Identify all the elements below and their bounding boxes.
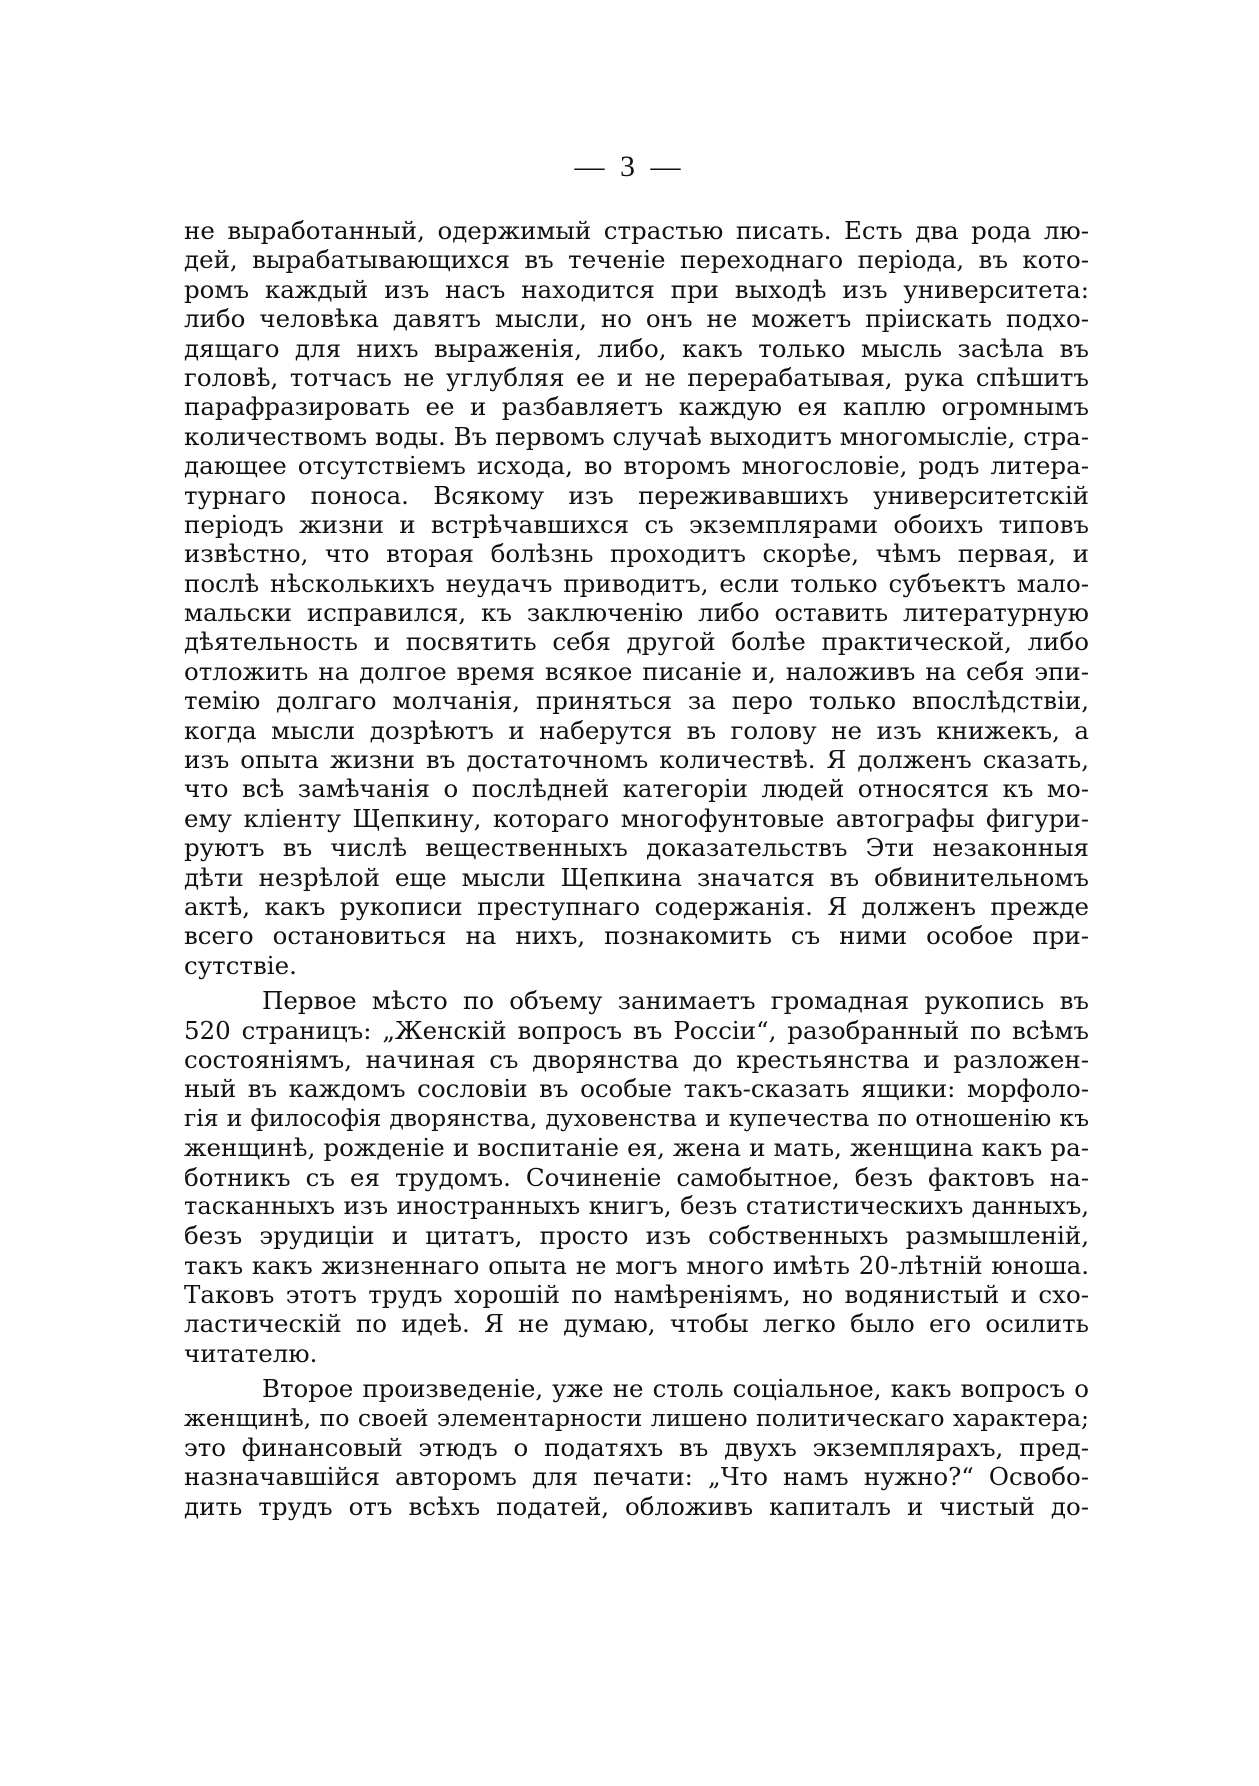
- text-line: ромъ каждый изъ насъ находится при выходѣ изъ университета:: [184, 274, 1089, 304]
- text-line: гія и философія дворянства, духовенства и купечества по отношенію къ: [184, 1103, 1089, 1132]
- text-line: не выработанный, одержимый страстью писать. Есть два рода лю-: [184, 216, 1089, 245]
- text-line: руютъ въ числѣ вещественныхъ доказательствъ Эти незаконныя: [184, 833, 1089, 863]
- text-line: темію долгаго молчанія, приняться за перо только впослѣдствіи,: [184, 686, 1089, 716]
- text-line: ботникъ съ ея трудомъ. Сочиненіе самобытное, безъ фактовъ на-: [184, 1162, 1089, 1192]
- text-line: безъ эрудиціи и цитатъ, просто изъ собственныхъ размышленій,: [184, 1221, 1089, 1251]
- text-line: читателю.: [184, 1338, 318, 1368]
- text-line: изъ опыта жизни въ достаточномъ количествѣ. Я долженъ сказать,: [184, 745, 1089, 775]
- text-line: ный въ каждомъ сословіи въ особые такъ-сказать ящики: морфоло-: [184, 1074, 1089, 1104]
- text-line: турнаго поноса. Всякому изъ переживавшихъ университетскій: [184, 480, 1089, 510]
- text-line: извѣстно, что вторая болѣзнь проходитъ скорѣе, чѣмъ первая, и: [184, 539, 1089, 569]
- text-line: ему кліенту Щепкину, котораго многофунтовые автографы фигури-: [184, 803, 1089, 833]
- text-line: либо человѣка давятъ мысли, но онъ не можетъ пріискать подхо-: [184, 304, 1089, 334]
- text-line: такъ какъ жизненнаго опыта не могъ много имѣть 20-лѣтній юноша.: [184, 1250, 1089, 1280]
- text-line: парафразировать ее и разбавляетъ каждую ея каплю огромнымъ: [184, 392, 1089, 422]
- text-line: когда мысли дозрѣютъ и наберутся въ голову не изъ книжекъ, а: [184, 715, 1089, 745]
- text-line: дающее отсутствіемъ исхода, во второмъ многословіе, родъ литера-: [184, 451, 1089, 481]
- text-line: назначавшійся авторомъ для печати: „Что намъ нужно?“ Освобо-: [184, 1462, 1089, 1492]
- text-line: сутствіе.: [184, 950, 297, 980]
- text-line: тасканныхъ изъ иностранныхъ книгъ, безъ статистическихъ данныхъ,: [184, 1191, 1089, 1220]
- text-line: ластическій по идеѣ. Я не думаю, чтобы легко было его осилить: [184, 1309, 1089, 1339]
- text-line: головѣ, тотчасъ не углубляя ее и не перерабатывая, рука спѣшитъ: [184, 362, 1089, 392]
- text-line: женщинѣ, по своей элементарности лишено политическаго характера;: [184, 1403, 1089, 1432]
- text-line: дей, вырабатывающихся въ теченіе переходнаго періода, въ кото-: [184, 245, 1089, 275]
- text-line: 520 страницъ: „Женскій вопросъ въ Россіи“, разобранный по всѣмъ: [184, 1015, 1089, 1045]
- text-line: состояніямъ, начиная съ дворянства до крестьянства и разложен-: [184, 1044, 1089, 1074]
- page-number: — 3 —: [574, 150, 685, 183]
- text-line: дить трудъ отъ всѣхъ податей, обложивъ капиталъ и чистый до-: [184, 1491, 1089, 1521]
- text-line: количествомъ воды. Въ первомъ случаѣ выходитъ многомыслiе, стра-: [184, 421, 1090, 451]
- text-line: періодъ жизни и встрѣчавшихся съ экземплярами обоихъ типовъ: [184, 509, 1089, 539]
- text-line: мальски исправился, къ заключенію либо оставить литературную: [184, 598, 1089, 628]
- text-line: дѣти незрѣлой еще мысли Щепкина значатся въ обвинительномъ: [184, 862, 1089, 892]
- text-line: послѣ нѣсколькихъ неудачъ приводитъ, если только субъектъ мало-: [184, 568, 1089, 598]
- text-line: это финансовый этюдъ о податяхъ въ двухъ экземплярахъ, пред-: [184, 1433, 1089, 1463]
- text-line: Второе произведеніе, уже не столь соціальное, какъ вопросъ о: [262, 1374, 1089, 1404]
- text-line: Таковъ этотъ трудъ хорошій по намѣреніямъ, но водянистый и схо-: [184, 1280, 1089, 1310]
- text-line: всего остановиться на нихъ, познакомить съ ними особое при-: [184, 921, 1089, 951]
- body-text: [184, 216, 1089, 1521]
- text-line: Первое мѣсто по объему занимаетъ громадная рукопись въ: [262, 986, 1089, 1016]
- text-line: женщинѣ, рожденіе и воспитаніе ея, жена и мать, женщина какъ ра-: [184, 1133, 1089, 1163]
- text-line: дѣятельность и посвятить себя другой болѣе практической, либо: [184, 627, 1089, 657]
- text-line: что всѣ замѣчанія о послѣдней категоріи людей относятся къ мо-: [184, 774, 1089, 804]
- text-line: отложить на долгое время всякое писаніе и, наложивъ на себя эпи-: [184, 656, 1089, 686]
- text-line: дящаго для нихъ выраженія, либо, какъ только мысль засѣла въ: [184, 333, 1089, 363]
- text-line: актѣ, какъ рукописи преступнаго содержанія. Я долженъ прежде: [184, 891, 1089, 921]
